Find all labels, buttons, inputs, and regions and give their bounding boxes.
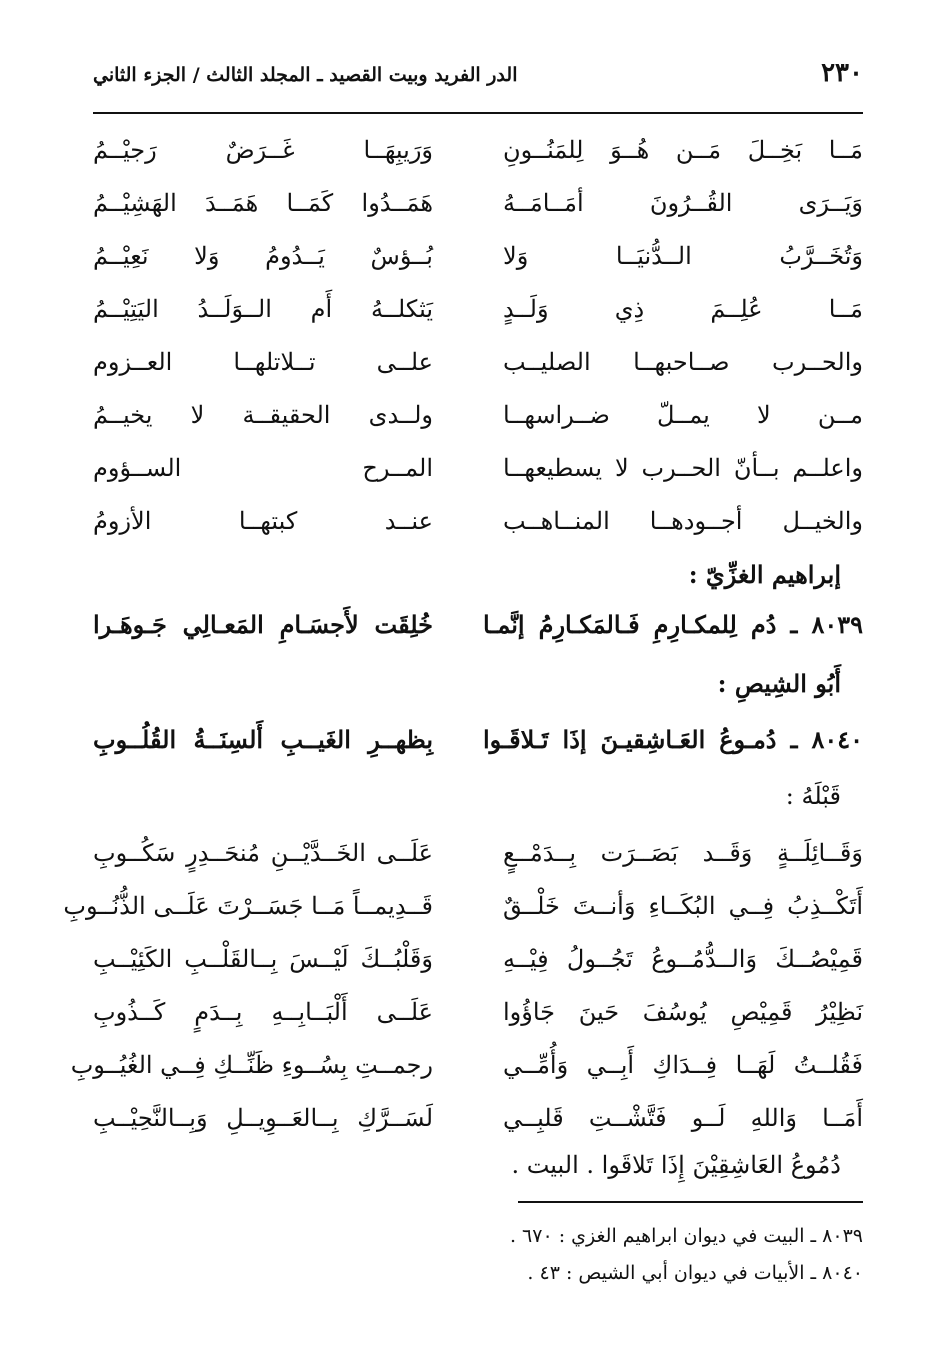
footnote: ٨٠٤٠ ـ الأبيات في ديوان أبي الشيص : ٤٣ . (527, 1262, 863, 1284)
verse-line (93, 1093, 863, 1143)
first-hemistich: نَظِيْرُ قَمِيْصِ يُوسُفَ حَينَ جَاؤُوا (503, 998, 863, 1026)
closing-line: دُمُوعُ العَاشِقِيْنَ إِذَا تَلاقَوا . البيت . (511, 1151, 841, 1179)
poet-attribution: إبراهيم الغزِّيّ : (688, 560, 841, 589)
first-hemistich: أَتَكْــذِبُ فِــي البُكَــاءِ وَأنــتَ خَلْــقٌ (503, 892, 863, 920)
second-hemistich: بِظهــرِ الغَيــبِ أَلسِنَــةُ القُلُــوبِ (93, 725, 433, 754)
footnote-rule (518, 1201, 863, 1203)
verse-line (93, 443, 863, 493)
first-hemistich: والخيــل أجــودهــا المنــاهــب (503, 507, 863, 535)
first-hemistich: أَمَــا وَاللهِ لَــو فَتَّشْــتِ قَلبِــي (503, 1104, 863, 1132)
verse-line (93, 987, 863, 1037)
second-hemistich: قَــدِيمــاً مَــا جَسَــرْتَ عَلَــى الذُّنُــوبِ (63, 892, 433, 920)
qablahu-label: قَبْلَهُ : (785, 782, 841, 810)
verse-line (93, 231, 863, 281)
verse-line (93, 178, 863, 228)
first-hemistich: ٨٠٤٠ ـ دُمـوعُ العَـاشِقيـنَ إذَا تَـلاقَـوا (483, 725, 863, 754)
first-hemistich: فَقُلــتُ لَهَــا فِــدَاكِ أَبِــي وَأُمِّــي (503, 1051, 863, 1079)
second-hemistich: رجمــتِ بِسُــوءِ ظَنِّــكِ فِــي الغُيُــوبِ (70, 1051, 433, 1079)
verse-line (93, 125, 863, 175)
first-hemistich: والحــرب صــاحبهــا الصليــب (503, 348, 863, 376)
first-hemistich: وَيَــرَى القُــرُونَ أمَــامَــهُ (503, 189, 863, 217)
verse-line (93, 934, 863, 984)
first-hemistich: وَتُخَــرَّبُ الــدُّنيَــا وَلا (503, 242, 863, 270)
second-hemistich: عنــد كبتهــا الأزومُ (93, 507, 433, 535)
footnote: ٨٠٣٩ ـ البيت في ديوان ابراهيم الغزي : ٦٧٠ . (509, 1225, 863, 1247)
header-rule (93, 112, 863, 114)
second-hemistich: عَلَــى أَلْبَــابِــهِ بِــدَمٍ كَــذُوبِ (93, 998, 433, 1026)
second-hemistich: ولــدى الحقيقــة لا يخيــمُ (93, 401, 433, 429)
first-hemistich: وَقَــائِلَــةٍ وَقَــد بَصَــرَت بِــدَمْــعٍ (503, 839, 863, 867)
page-number: ٢٣٠ (821, 58, 863, 88)
second-hemistich: وَقَلْبُــكَ لَيْــسَ بِــالقَلْــبِ الكَئِيْــبِ (93, 945, 433, 973)
verse-line (63, 881, 863, 931)
running-title: الدر الفريد وبيت القصيد ـ المجلد الثالث / الجزء الثاني (93, 64, 518, 86)
verse-line (93, 337, 863, 387)
poet-attribution: أَبُو الشِيصِ : (717, 669, 841, 698)
first-hemistich: مَــا بَخِــلَ مَــن هُــوَ لِلمَنُــونِ (503, 136, 863, 164)
verse-line (93, 496, 863, 546)
second-hemistich: عَلَــى الخَــدَّيْــنِ مُنحَــدِرٍ سَكُــوبِ (93, 839, 433, 867)
second-hemistich: بُــؤسٌ يَــدُومُ وَلا نَعِيْــمُ (93, 242, 433, 270)
second-hemistich: علــى تــلاتلهــا العــزوم (93, 348, 433, 376)
first-hemistich: مَــا عُلِــمَ ذِي وَلَــدٍ (503, 295, 863, 323)
second-hemistich: يَثكلــهُ أَم الــوَلَــدُ اليَتِيْــمُ (93, 295, 433, 323)
second-hemistich: وَرَيبِهَــا غَــرَضٌ رَجيْــمُ (93, 136, 433, 164)
verse-line (93, 828, 863, 878)
verse-line (93, 390, 863, 440)
first-hemistich: قَمِيْصُــكَ وَالــدُّمُــوعُ تَجُــولُ فِيْــهِ (503, 945, 863, 973)
first-hemistich: مــن لا يمــلّ ضــراسهــا (503, 401, 863, 429)
numbered-verse-8040 (93, 715, 863, 765)
numbered-verse-8039 (93, 600, 863, 650)
first-hemistich: ٨٠٣٩ ـ دُم لِلمكـارِمِ فَـالمَكـارِمُ إنَّمـا (483, 610, 863, 639)
verse-line (93, 284, 863, 334)
verse-line (70, 1040, 863, 1090)
second-hemistich: هَمَــدُوا كَمَــا هَمَــدَ الهَشِيْــمُ (93, 189, 433, 217)
second-hemistich: لَسَــرَّكِ بِــالعَــوِيــلِ وَبِــالنَّحِيْــبِ (93, 1104, 433, 1132)
first-hemistich: واعلــم بــأنّ الحــرب لا يسطيعهــا (503, 454, 863, 482)
second-hemistich: المــرح الســؤوم (93, 454, 433, 482)
page-header (93, 58, 863, 100)
second-hemistich: خُلِقَت لأَجسَـامِ المَعـالِي جَـوهَـرا (93, 610, 433, 639)
